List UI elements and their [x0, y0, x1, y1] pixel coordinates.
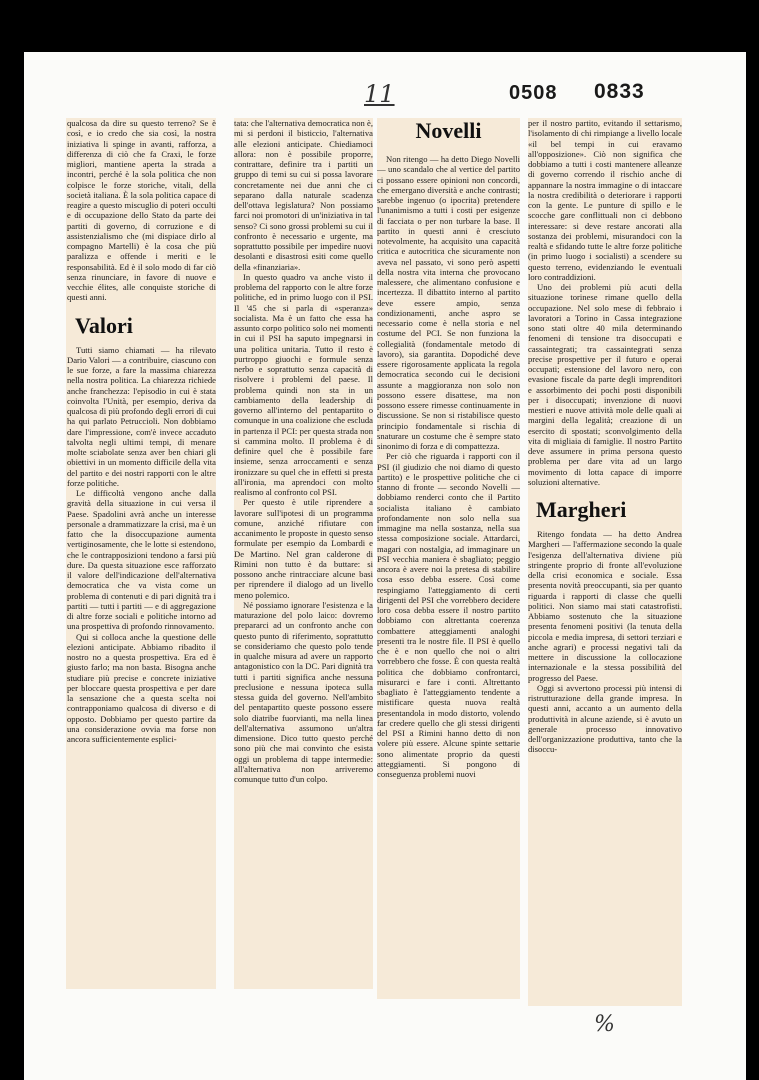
column4-paragraph-1: per il nostro partito, evitando il settarismo, l'isolamento di chi rimpiange a livello locale «il bel tempi in cui eravamo all'opposizione». Ciò non significa che dobbiamo a tutti i costi mantenere alleanze di governo correndo il rischio anche di appannare la nostra immagine o di intaccare la nostra credibilità o deteriorare i rapporti con la gente. Le punture di spillo e le scocche gare conflittuali non ci debbono interessare: si deve restare ancorati alla sostanza dei problemi, misurandoci con la realtà e sfidando tutte le altre forze politiche (in primo luogo i socialisti) a scendere su questo terreno, evidenziando le eventuali loro contraddizioni.	[528, 118, 682, 282]
handwritten-footer-mark: %	[594, 1012, 615, 1037]
column2-paragraph-3: Per questo è utile riprendere a lavorare sull'ipotesi di un programma comune, anziché rifiutare con accanimento le proposte in questo senso formulate per esempio da Lombardi e De Martino. Nel gran calderone di Rimini non tutto è da buttare: si possono anche rintracciare alcune basi per riprendere il dialogo ad un livello meno polemico.	[234, 497, 373, 600]
column2-paragraph-4: Né possiamo ignorare l'esistenza e la maturazione del polo laico: dovremo prepararci ad un confronto anche con questo punto di riferimento, soprattutto se consideriamo che questo polo tende in qualche misura ad avere un rapporto antagonistico con la DC. Pari dignità tra tutti i partiti significa anche nessuna preclusione e nessuna ipoteca sulla stessa guida del governo. Nell'ambito del pentapartito queste possono essere solo diatribe fuorvianti, ma nella linea dell'alternativa assumono un'altra dimensione. Dico tutto questo perché sono più che mai convinto che esista oggi un problema di tappe intermedie: all'alternativa non arriveremo comunque tutto d'un colpo.	[234, 599, 373, 784]
article-column-1	[66, 118, 216, 989]
stamp-number-right: 0833	[594, 80, 645, 103]
column3-paragraph-1: Non ritengo — ha detto Diego Novelli — uno scandalo che al vertice del partito ci possano essere opinioni non concordi, che emergano diversità e anche contrasti; sarebbe ingenuo (o ipocrita) pretendere l'unanimismo a tutti i costi per esigenze di facciata o per non turbare la base. Il partito in questi anni è cresciuto notevolmente, ha acquisito una capacità critica e autocritica che sicuramente non aveva nel passato, vi sono però aspetti della nostra vita interna che provocano malessere, che alimentano confusione e incertezza. Il dibattito interno al partito deve essere ampio, senza condizionamenti, anche aspro se necessario come è nella storia e nel costume del PCI. Se non funziona la collegialità (fondamentale metodo di lavoro), sia garantita. Dopodiché deve essere rigorosamente applicata la regola democratica secondo cui le decisioni assunte a maggioranza non solo non possono essere disattese, ma non possono essere rimesse continuamente in discussione. Se non si ristabilisce questo principio fondamentale si rischia di snaturare un costume che è sempre stato sinonimo di forza e di compattezza.	[377, 154, 520, 451]
heading-novelli: Novelli	[415, 118, 482, 143]
column1-paragraph-3: Le difficoltà vengono anche dalla gravità della situazione in cui versa il Paese. Spadolini avrà anche un interesse personale a drammatizzare la crisi, ma è un fatto che la disoccupazione aumenta vertiginosamente, che le lotte si estendono, che le contrapposizioni tendono a farsi più dure. Da questa situazione esce rafforzato il valore dell'indicazione dell'alternativa democratica che va vista come un problema di contenuti e di pari dignità tra i partiti — tutti i partiti — e di aggregazione di altre forze sociali e politiche intorno ad una prospettiva di profondo rinnovamento.	[67, 488, 216, 632]
handwritten-page-number: 11	[364, 80, 395, 108]
heading-valori: Valori	[75, 312, 133, 338]
column1-paragraph-1: qualcosa da dire su questo terreno? Se è così, e io credo che sia così, la nostra iniziativa li spinge in avanti, rafforza, a differenza di ciò che fa Craxi, le forze migliori, mantiene aperta la strada a incontri, perché è la sola politica che non colpisce le forze storiche, vitali, della società italiana. È la sola politica capace di reagire a questo miscuglio di poteri occulti e di occupazione dello Stato da parte dei partiti di governo, di corruzione e di assistenzialismo che (mi dispiace dirlo al compagno Martelli) è la cosa che più paralizza e offende i meriti e le responsabilità. Ed è il solo modo di far ciò senza rinunciare, in favore di nuove e vecchie élites, alle conquiste storiche di questi anni.	[67, 118, 216, 303]
column2-paragraph-2: In questo quadro va anche visto il problema del rapporto con le altre forze politiche, ed in primo luogo con il PSI. Il '45 che si parla di «speranza» socialista. Ma è un fatto che essa ha assunto corpo politico solo nei momenti in cui il PSI ha saputo impegnarsi in una politica unitaria. Tutto il resto è purtroppo giuochi e formule senza nerbo e soprattutto senza capacità di risolvere i problemi del paese. Il problema quindi non sta in un cambiamento della leadership di governo all'interno del pentapartito o comunque in una coalizione che escluda in partenza il PCI: per questa strada non si cammina molto. Il problema è di definire quel che è possibile fare insieme, senza arroccamenti e senza ironizzare su quel che in effetti si presta all'ironia, ma aprendoci con molto realismo al confronto col PSI.	[234, 271, 373, 497]
stamp-number-left: 0508	[509, 82, 558, 104]
column3-paragraph-2: Per ciò che riguarda i rapporti con il PSI (il giudizio che noi diamo di questo partito) e le prospettive politiche che ci stanno di fronte — secondo Novelli — dobbiamo renderci conto che il Partito socialista italiano è cambiato profondamente non solo nella sua immagine ma nella sostanza, nella sua stessa composizione sociale. Attardarci, magari con nostalgia, ad immaginare un PSI vecchia maniera è sbagliato; peggio ancora è avere noi la pretesa di stabilire cosa esso debba essere. Così come respingiamo l'atteggiamento di certi dirigenti del PSI che vorrebbero decidere loro cosa debba essere il nostro partito dobbiamo con altrettanta coerenza combattere atteggiamenti analoghi presenti tra le nostre file. Il PSI è quello che è e non quello che noi o altri vorrebbero che fosse. È con questa realtà politica che dobbiamo confrontarci, misurarci e fare i conti. Altrettanto sbagliato è l'atteggiamento tendente a mistificare questa nuova realtà presentandola in modo distorto, volendo far credere quello che gli stessi dirigenti del PSI a Rimini hanno detto di non volere più essere. Alcune spinte settarie sono alimentate proprio da questi atteggiamenti. Si pongono di conseguenza problemi nuovi	[377, 451, 520, 779]
heading-margheri: Margheri	[536, 497, 627, 522]
article-column-2	[234, 118, 373, 989]
column4-paragraph-2: Uno dei problemi più acuti della situazione torinese rimane quello della occupazione. Nel solo mese di febbraio i lavoratori a Torino in Cassa integrazione sono stati oltre 40 mila determinando fenomeni di tensione tra disoccupati e cassaintegrati; tra cassaintegrati senza precise prospettive per il futuro e operai occupati; estensione del lavoro nero, con evasione fiscale da parte degli imprenditori e assorbimento dei pochi posti disponibili per i disoccupati; invenzione di nuovi mestieri e nuove attività mole delle quali ai margini della legalità; creazione di un esercito di spostati; sconvolgimento della vita di migliaia di famiglie. Il nostro Partito deve assumere in prima persona questo problema per dare vita ad un largo movimento di lotta capace di imporre soluzioni alternative.	[528, 282, 682, 487]
column2-paragraph-1: tata: che l'alternativa democratica non è, mi si perdoni il bisticcio, l'alternativa alle elezioni anticipate. Chiediamoci allora: non è possibile proporre, contrattare, definire tra i partiti un gruppo di temi su cui si possa lavorare concretamente nei due anni che ci separano dalla naturale scadenza dell'ottava legislatura? Non possiamo farci noi promotori di un'iniziativa in tal senso? Ci sono grossi problemi su cui il confronto è necessario e urgente, ma soprattutto possibile per impedire nuovi desolanti e disastrosi esiti come quello della «finanziaria».	[234, 118, 373, 272]
column1-paragraph-4: Qui si colloca anche la questione delle elezioni anticipate. Abbiamo ribadito il nostro no a questa prospettiva. Era ed è giusto farlo; ma non basta. Bisogna anche studiare più precise e concrete iniziative per bloccare questa prospettiva e per dare la sensazione che a questa scelta noi contrapponiamo qualcosa di diverso e di opposto. Dobbiamo per questo partire da una considerazione ovvia ma forse non ancora sufficientemente esplici-	[67, 631, 216, 744]
column4-paragraph-4: Oggi si avvertono processi più intensi di ristrutturazione della grande impresa. In questi anni, accanto a un aumento della produttività in alcune aziende, si è avuto un generale processo innovativo dell'organizzazione produttiva, tanto che la disoccu-	[528, 682, 682, 755]
column4-paragraph-3: Ritengo fondata — ha detto Andrea Margheri — l'affermazione secondo la quale l'esigenza dell'alternativa diviene più stringente proprio di fronte all'evoluzione della crisi economica e sociale. Essa presenta novità preoccupanti, sia per quanto riguarda i rapporti di classe che quelli politici. Non siamo mai stati catastrofisti. Abbiamo sostenuto che la situazione presenta fenomeni positivi (la tenuta della piccola e media impresa, di settori terziari e anche agrari) e processi negativi tali da mettere in discussione la collocazione internazionale e la stessa possibilità del progresso del Paese.	[528, 529, 682, 683]
article-column-4	[528, 118, 682, 1006]
column1-paragraph-2: Tutti siamo chiamati — ha rilevato Dario Valori — a contribuire, ciascuno con le sue forze, a fare la massima chiarezza nella nostra politica. La chiarezza richiede anche franchezza: l'episodio in cui è stata coinvolta l'Unità, per esempio, deriva da qualcosa di più profondo degli errori di cui ha qui parlato Petruccioli. Non dobbiamo dare l'impressione, com'è invece accaduto talvolta negli ultimi tempi, di menare molte sciabolate senza aver ben chiari gli obiettivi in un momento difficile della vita del partito e dei nostri rapporti con le altre forze politiche.	[67, 344, 216, 488]
article-column-3	[377, 118, 520, 999]
